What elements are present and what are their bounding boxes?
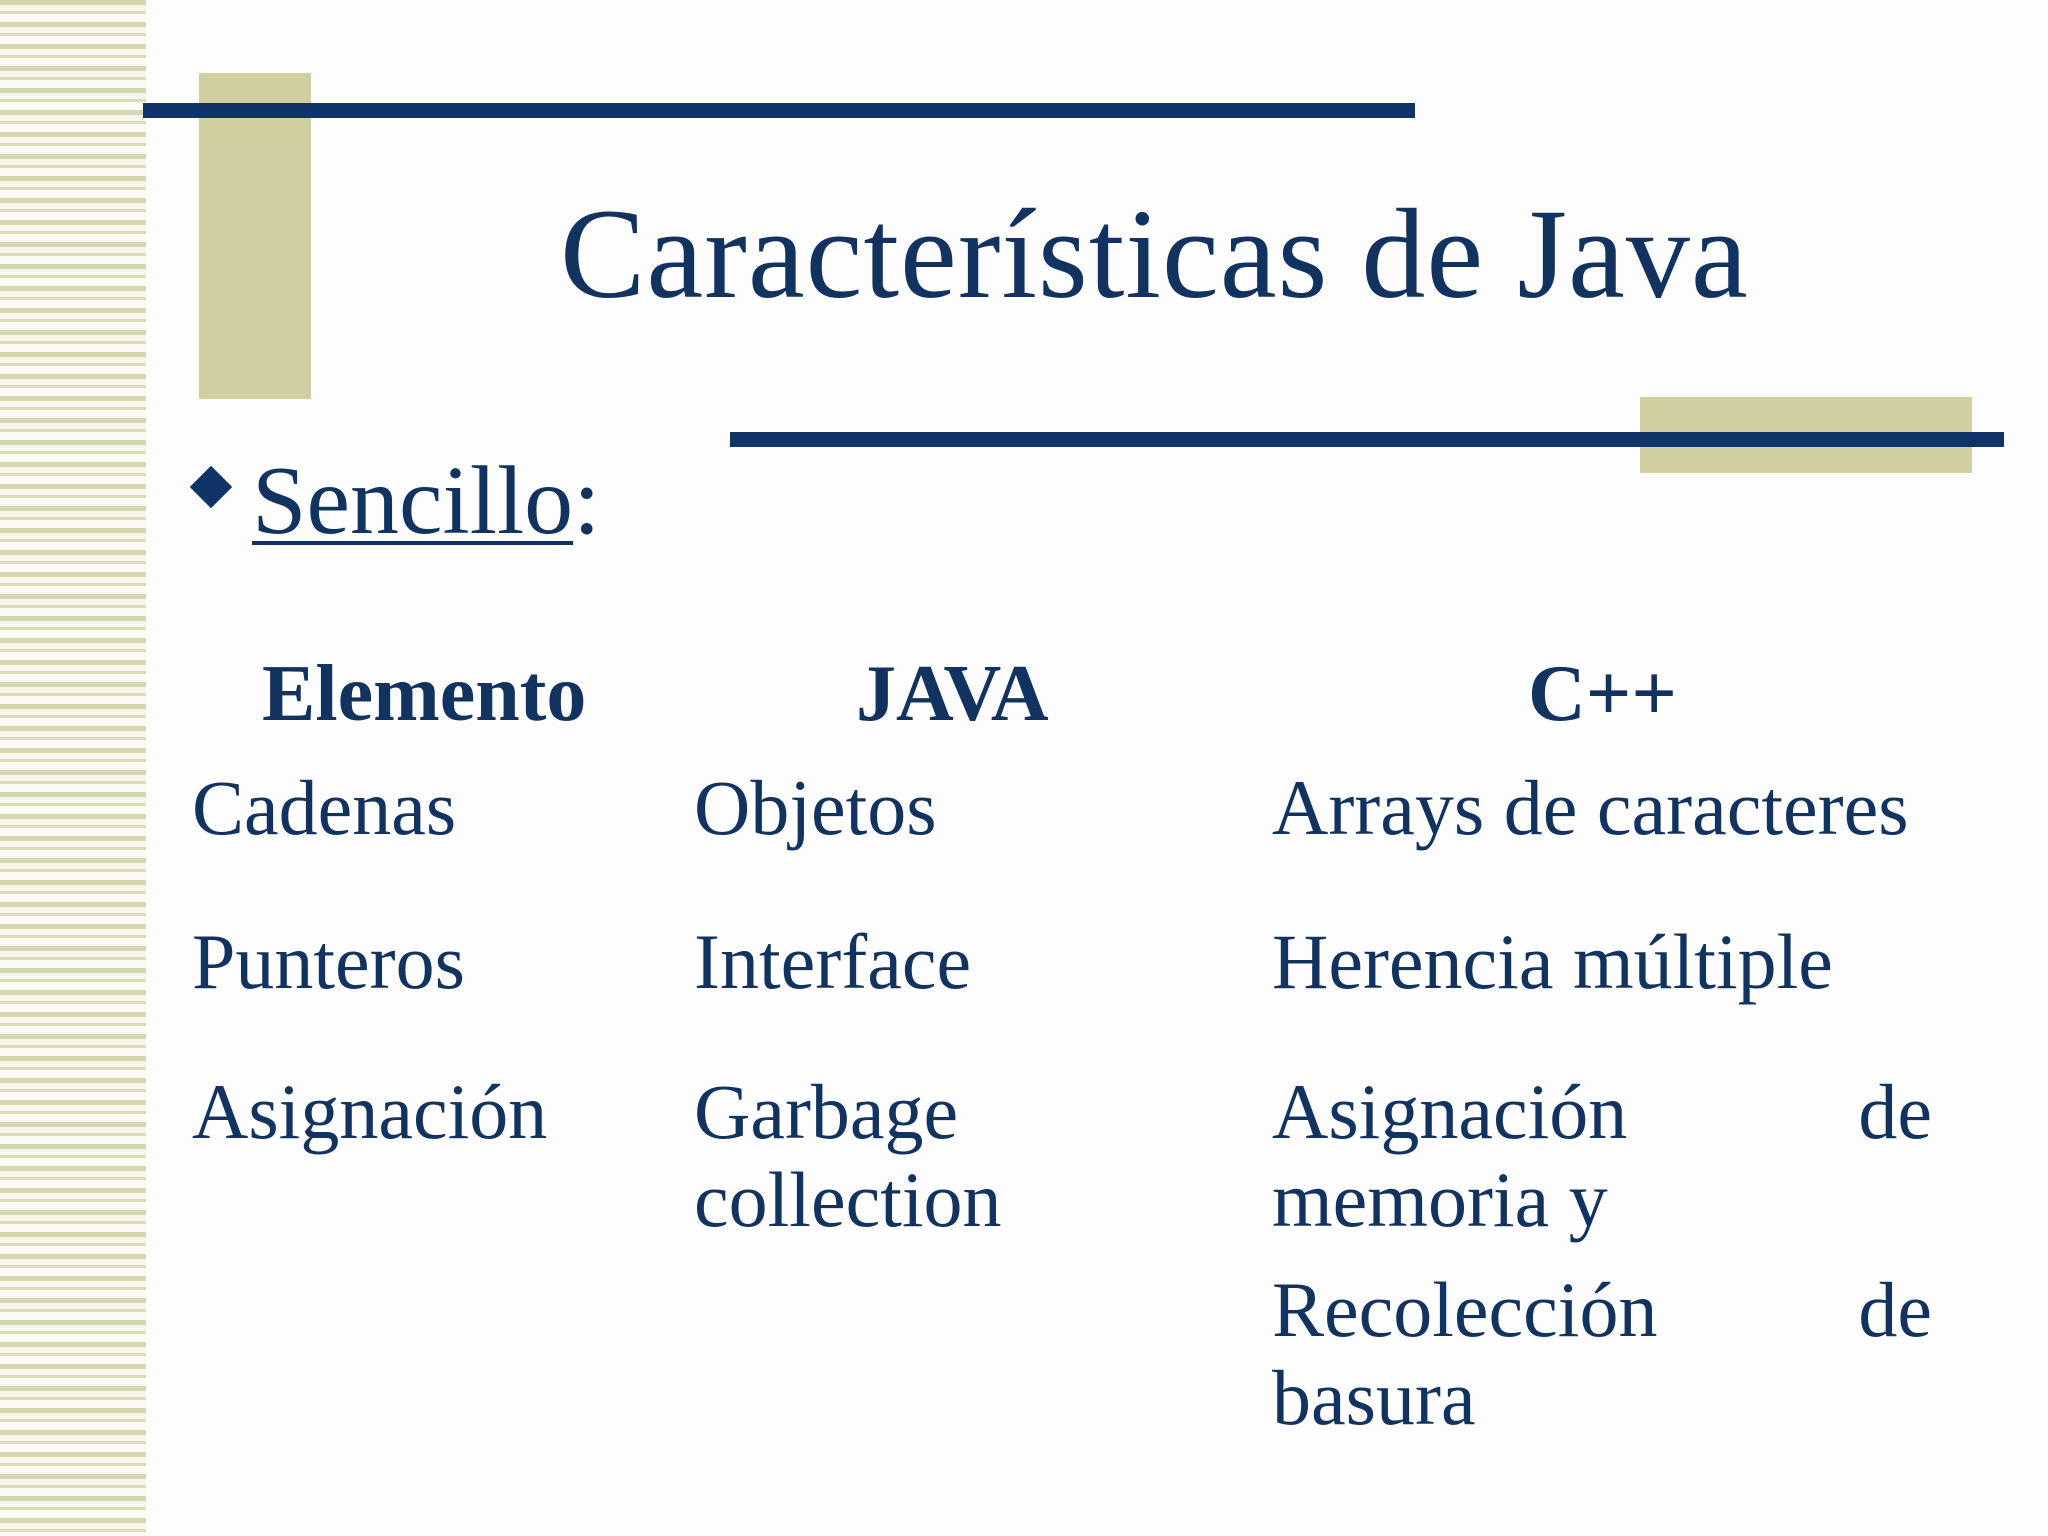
cell-row2-cpp: Herencia múltiple — [1272, 918, 1833, 1005]
cell-row3-java-line2: collection — [694, 1156, 1002, 1243]
cpp-line3-word2: de — [1858, 1266, 1932, 1353]
cell-row2-elemento: Punteros — [192, 918, 465, 1005]
cell-row3-java-line1: Garbage — [694, 1068, 959, 1155]
bullet-text — [252, 447, 601, 555]
sencillo-link[interactable]: Sencillo — [252, 447, 574, 555]
cell-row3-cpp-line3 — [1272, 1266, 1932, 1354]
header-cpp: C++ — [1528, 650, 1677, 738]
cell-row2-java: Interface — [694, 918, 972, 1005]
bullet-suffix: : — [573, 447, 601, 555]
diamond-bullet-icon — [190, 466, 232, 508]
cell-row3-cpp-line2: memoria y — [1272, 1156, 1608, 1243]
cpp-line1-word1: Asignación — [1272, 1068, 1628, 1155]
cell-row1-java: Objetos — [694, 764, 937, 851]
cpp-line1-word2: de — [1858, 1068, 1932, 1155]
cell-row1-cpp: Arrays de caracteres — [1272, 764, 1909, 851]
khaki-vertical-bar — [199, 73, 311, 399]
bottom-navy-rule — [730, 432, 2004, 447]
cell-row3-elemento: Asignación — [192, 1068, 548, 1155]
cell-row3-cpp-line4: basura — [1272, 1354, 1476, 1441]
header-elemento: Elemento — [262, 650, 587, 738]
cpp-line3-word1: Recolección — [1272, 1266, 1658, 1353]
striped-side-border — [0, 0, 146, 1536]
cell-row3-cpp-line1 — [1272, 1068, 1932, 1156]
slide-title: Características de Java — [560, 183, 1749, 325]
top-navy-rule — [143, 103, 1415, 118]
header-java: JAVA — [856, 650, 1049, 738]
cell-row1-elemento: Cadenas — [192, 764, 457, 851]
